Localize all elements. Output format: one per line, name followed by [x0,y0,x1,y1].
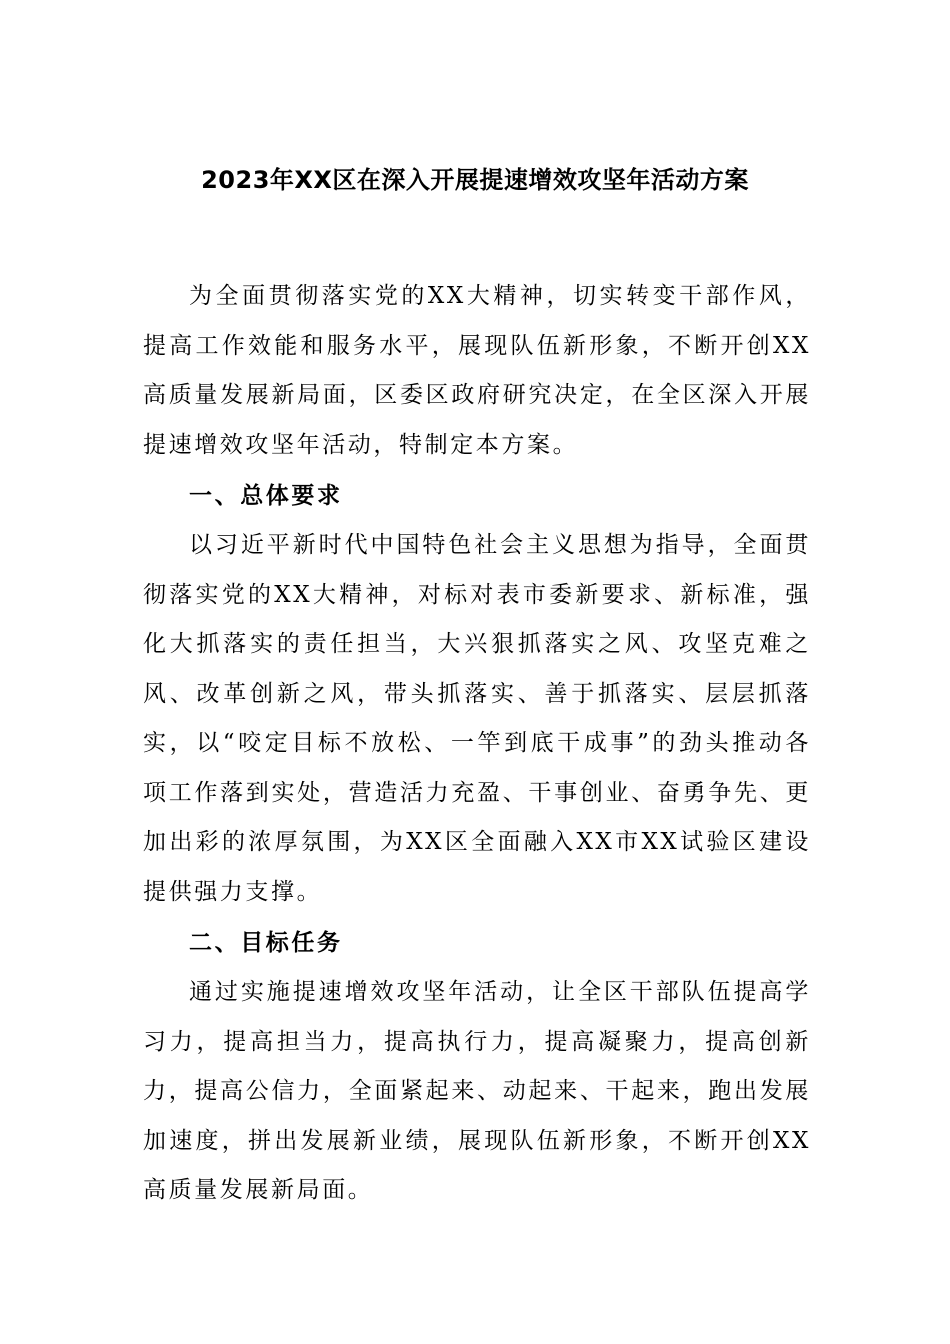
section-2-heading: 二、目标任务 [189,930,343,956]
section-2-paragraph: 通过实施提速增效攻坚年活动，让全区干部队伍提高学习力，提高担当力，提高执行力，提高凝聚力，提高创新力，提高公信力，全面紧起来、动起来、干起来，跑出发展加速度，拼出发展新业绩，展现队伍新形象，不断开创XX高质量发展新局面。 [143,979,811,1203]
document-title: 2023年XX区在深入开展提速增效攻坚年活动方案 [201,166,749,194]
section-1-heading-block [143,472,811,522]
section-1-paragraph: 以习近平新时代中国特色社会主义思想为指导，全面贯彻落实党的XX大精神，对标对表市委新要求、新标准，强化大抓落实的责任担当，大兴狠抓落实之风、攻坚克难之风、改革创新之风，带头抓落实、善于抓落实、层层抓落实，以“咬定目标不放松、一竿到底干成事”的劲头推动各项工作落到实处，营造活力充盈、干事创业、奋勇争先、更加出彩的浓厚氛围，为XX区全面融入XX市XX试验区建设提供强力支撑。 [143,532,811,905]
section-1-heading: 一、总体要求 [189,483,343,509]
intro-paragraph-block [143,272,811,470]
section-2-heading-block [143,919,811,969]
section-2-body-block [143,968,811,1216]
section-1-body-block [143,521,811,917]
intro-paragraph: 为全面贯彻落实党的XX大精神，切实转变干部作风，提高工作效能和服务水平，展现队伍新形象，不断开创XX高质量发展新局面，区委区政府研究决定，在全区深入开展提速增效攻坚年活动，特制定本方案。 [143,283,811,458]
